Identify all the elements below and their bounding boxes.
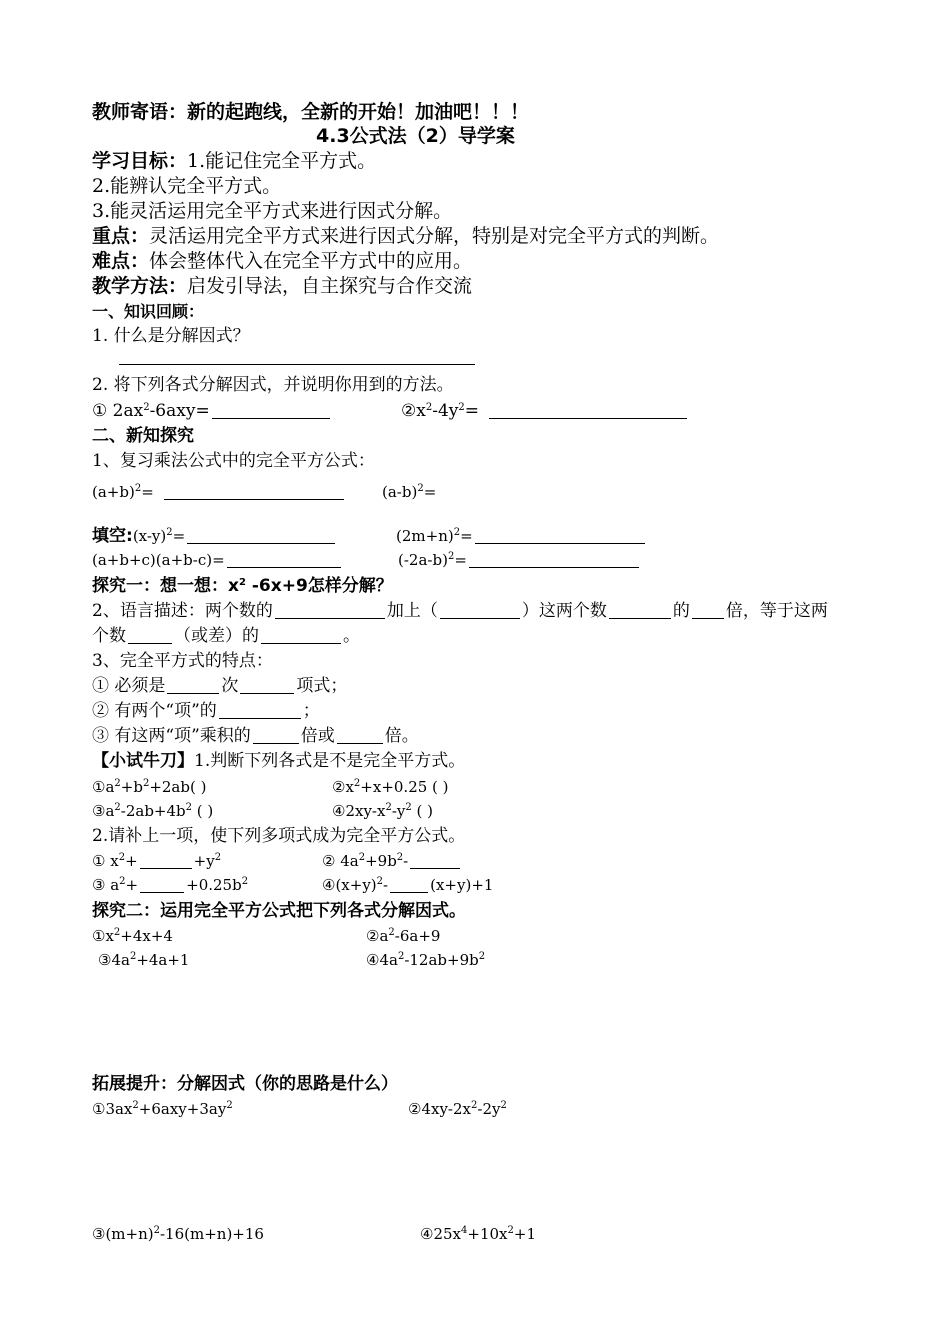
language-description-2 <box>92 624 360 648</box>
trial-a3 <box>92 799 213 823</box>
expr: ③ a <box>92 876 120 894</box>
objectives-line1 <box>92 149 376 173</box>
extend-x1 <box>92 1097 233 1121</box>
expr: (x-y) <box>132 527 167 545</box>
answer-blank[interactable] <box>261 626 341 644</box>
answer-blank[interactable] <box>410 851 460 869</box>
review-problem-1 <box>92 399 332 423</box>
exponent: 2 <box>119 876 126 887</box>
expr: ②x <box>401 401 426 421</box>
text: ① 必须是 <box>92 676 166 696</box>
expr: ③(m+n) <box>92 1225 154 1243</box>
expr: -2y <box>477 1100 501 1118</box>
expr: ② 4a <box>322 852 359 870</box>
text: 2、语言描述：两个数的 <box>92 601 273 621</box>
objective-1: 1.能记住完全平方式。 <box>187 150 377 172</box>
answer-blank[interactable] <box>187 526 335 544</box>
fill-d <box>398 548 641 572</box>
trial-b2 <box>322 849 462 873</box>
expr: ②x <box>332 778 354 796</box>
explore2-e3 <box>98 948 189 972</box>
expr: ① x <box>92 852 119 870</box>
trial-q2: 2.请补上一项，使下列多项式成为完全平方公式。 <box>92 826 466 846</box>
expr: ②4xy-2x <box>408 1100 471 1118</box>
expr: = <box>460 527 473 545</box>
exponent: 2 <box>417 483 424 494</box>
exponent: 2 <box>471 1100 478 1111</box>
answer-blank[interactable] <box>140 851 192 869</box>
difficulty <box>92 249 472 273</box>
text: 的 <box>672 601 690 621</box>
answer-blank[interactable] <box>390 875 428 893</box>
answer-blank[interactable] <box>692 601 724 619</box>
expr: +x+0.25 ( ) <box>360 778 449 796</box>
text: 个数 <box>92 626 126 646</box>
answer-blank[interactable] <box>219 701 301 719</box>
text: （或差）的 <box>174 626 259 646</box>
text: ）这两个数 <box>521 601 607 621</box>
answer-blank[interactable] <box>475 526 645 544</box>
answer-blank[interactable] <box>469 550 639 568</box>
expr: +b <box>120 778 143 796</box>
text: 加上（ <box>386 601 438 621</box>
exponent: 2 <box>226 1100 233 1111</box>
expr: +y <box>193 852 215 870</box>
exponent: 2 <box>425 402 433 413</box>
key-point-text: 灵活运用完全平方式来进行因式分解，特别是对完全平方式的判断。 <box>149 225 720 247</box>
answer-blank[interactable] <box>489 401 687 419</box>
expr: ③4a <box>98 951 130 969</box>
exponent: 2 <box>214 852 222 863</box>
text: ② 有两个“项”的 <box>92 701 217 721</box>
review-heading: 一、知识回顾： <box>92 302 205 321</box>
text: 倍或 <box>300 726 335 746</box>
trial-heading <box>92 749 465 773</box>
answer-blank[interactable] <box>227 550 341 568</box>
expr: - <box>403 852 409 870</box>
exponent: 2 <box>507 1225 514 1236</box>
fill-a <box>92 524 337 548</box>
extend-x4 <box>420 1222 536 1246</box>
expr: ③a <box>92 802 115 820</box>
expr: +10x <box>467 1225 508 1243</box>
expr: (2m+n) <box>396 527 454 545</box>
exponent: 2 <box>185 802 193 813</box>
exponent: 2 <box>114 778 121 789</box>
exponent: 2 <box>405 802 412 813</box>
answer-blank[interactable] <box>275 601 385 619</box>
explore2-e2 <box>366 924 440 948</box>
exponent: 2 <box>358 852 366 863</box>
text: 倍，等于这两 <box>725 601 828 621</box>
answer-blank[interactable] <box>128 626 172 644</box>
expr: +2ab( ) <box>149 778 207 796</box>
features-heading: 3、完全平方式的特点： <box>92 651 273 671</box>
expr: ②a <box>366 927 389 945</box>
exponent: 2 <box>388 927 395 938</box>
exponent: 2 <box>166 527 173 538</box>
expr: -2ab+4b <box>120 802 186 820</box>
answer-blank[interactable] <box>337 726 383 744</box>
exponent: 2 <box>353 778 361 789</box>
expr: +9b <box>365 852 397 870</box>
text: 1.判断下列各式是不是完全平方式。 <box>194 751 466 771</box>
expr: = <box>454 551 467 569</box>
explore-new-heading: 二、新知探究 <box>92 426 194 446</box>
exponent: 2 <box>478 951 486 962</box>
answer-blank[interactable] <box>440 601 520 619</box>
objective-2: 2.能辨认完全平方式。 <box>92 175 282 197</box>
expr: ④2xy-x <box>332 802 386 820</box>
expr: ( ) <box>411 802 433 820</box>
exponent: 2 <box>143 402 150 413</box>
expr: +0.25b <box>186 876 242 894</box>
exponent: 2 <box>132 1100 139 1111</box>
fill-c <box>92 548 343 572</box>
exponent: 2 <box>396 852 404 863</box>
answer-blank[interactable] <box>609 601 671 619</box>
trial-label: 【小试牛刀】 <box>92 751 194 771</box>
exponent: 2 <box>113 927 121 938</box>
explore-new-q1: 1、复习乘法公式中的完全平方公式： <box>92 451 375 471</box>
feature-3 <box>92 724 419 748</box>
objective-3: 3.能灵活运用完全平方式来进行因式分解。 <box>92 200 453 222</box>
exponent: 2 <box>153 1225 160 1236</box>
formula-diff-square <box>382 480 436 504</box>
trial-a4 <box>332 799 433 823</box>
method-label: 教学方法： <box>92 275 188 297</box>
exponent: 2 <box>241 876 249 887</box>
exponent: 2 <box>385 802 392 813</box>
language-description <box>92 599 828 623</box>
explore2-heading: 探究二：运用完全平方公式把下列各式分解因式。 <box>92 901 466 921</box>
formula-sum-square <box>92 480 346 504</box>
expr: ①3ax <box>92 1100 133 1118</box>
expr: +1 <box>513 1225 536 1243</box>
exponent: 2 <box>458 402 465 413</box>
expr: +6axy+3ay <box>138 1100 227 1118</box>
text: 倍。 <box>384 726 419 746</box>
feature-1 <box>92 674 347 698</box>
expr: - <box>383 876 389 894</box>
expr: (a+b+c)(a+b-c)= <box>92 551 225 569</box>
exponent: 2 <box>447 551 455 562</box>
trial-b1 <box>92 849 221 873</box>
exponent: 2 <box>238 577 246 588</box>
expr: + <box>125 876 139 894</box>
expr: ①x <box>92 927 114 945</box>
page-title: 4.3公式法（2）导学案 <box>316 125 515 147</box>
answer-blank[interactable] <box>240 676 294 694</box>
review-problem-2 <box>401 399 689 423</box>
expr: ①a <box>92 778 115 796</box>
trial-b3 <box>92 873 248 897</box>
text: ； <box>302 701 320 721</box>
text: 项式； <box>296 676 348 696</box>
exponent: 2 <box>118 852 126 863</box>
expr: = <box>423 483 437 501</box>
review-q2: 2. 将下列各式分解因式，并说明你用到的方法。 <box>92 375 454 395</box>
answer-line[interactable] <box>119 364 475 365</box>
expr: -y <box>391 802 406 820</box>
difficulty-text: 体会整体代入在完全平方式中的应用。 <box>149 250 473 272</box>
teaching-method <box>92 274 472 298</box>
trial-a1 <box>92 775 206 799</box>
expr: = <box>464 401 479 421</box>
teacher-note: 教师寄语：新的起跑线，全新的开始！加油吧！！！ <box>92 101 530 123</box>
exponent: 2 <box>397 951 405 962</box>
extend-x3 <box>92 1222 264 1246</box>
expr: = <box>141 483 154 501</box>
explore2-e4 <box>366 948 485 972</box>
exponent: 4 <box>461 1225 468 1236</box>
feature-2 <box>92 699 320 723</box>
exponent: 2 <box>129 951 137 962</box>
exponent: 2 <box>500 1100 507 1111</box>
expr: -16(m+n)+16 <box>159 1225 264 1243</box>
answer-blank[interactable] <box>167 676 219 694</box>
exponent: 2 <box>114 802 121 813</box>
method-text: 启发引导法，自主探究与合作交流 <box>187 275 473 297</box>
expr: 探究一：想一想：x <box>92 576 239 596</box>
expr: ① 2ax <box>92 401 144 421</box>
expr: ④(x+y) <box>322 876 377 894</box>
expr: +4a+1 <box>136 951 190 969</box>
expr: +4x+4 <box>120 927 173 945</box>
expr: -12ab+9b <box>404 951 479 969</box>
fill-b <box>396 524 647 548</box>
exponent: 2 <box>134 483 142 494</box>
fill-label: 填空: <box>92 526 133 546</box>
objectives-label: 学习目标： <box>92 150 188 172</box>
trial-a2 <box>332 775 449 799</box>
explore1-heading <box>92 574 393 598</box>
text: 。 <box>343 626 360 646</box>
answer-blank[interactable] <box>164 482 344 500</box>
extend-heading: 拓展提升：分解因式（你的思路是什么） <box>92 1074 398 1094</box>
text: ③ 有这两“项”乘积的 <box>92 726 251 746</box>
expr: = <box>172 527 186 545</box>
answer-blank[interactable] <box>253 726 299 744</box>
exponent: 2 <box>142 778 150 789</box>
expr: + <box>125 852 138 870</box>
expr: (-2a-b) <box>398 551 448 569</box>
expr: -6x+9怎样分解？ <box>245 576 393 596</box>
expr: -4y <box>432 401 459 421</box>
explore2-e1 <box>92 924 173 948</box>
exponent: 2 <box>376 876 384 887</box>
expr: (a-b) <box>382 483 418 501</box>
trial-b4 <box>322 873 493 897</box>
expr: ④4a <box>366 951 398 969</box>
expr: ④25x <box>420 1225 461 1243</box>
expr: -6axy= <box>149 401 210 421</box>
key-point <box>92 224 719 248</box>
expr: -6a+9 <box>394 927 441 945</box>
text: 次 <box>221 676 239 696</box>
difficulty-label: 难点： <box>92 250 150 272</box>
extend-x2 <box>408 1097 507 1121</box>
expr: (a+b) <box>92 483 135 501</box>
exponent: 2 <box>453 527 461 538</box>
answer-blank[interactable] <box>212 401 330 419</box>
expr: (x+y)+1 <box>430 876 494 894</box>
answer-blank[interactable] <box>140 875 184 893</box>
key-point-label: 重点： <box>92 225 150 247</box>
review-q1: 1. 什么是分解因式？ <box>92 326 250 346</box>
expr: ( ) <box>192 802 214 820</box>
